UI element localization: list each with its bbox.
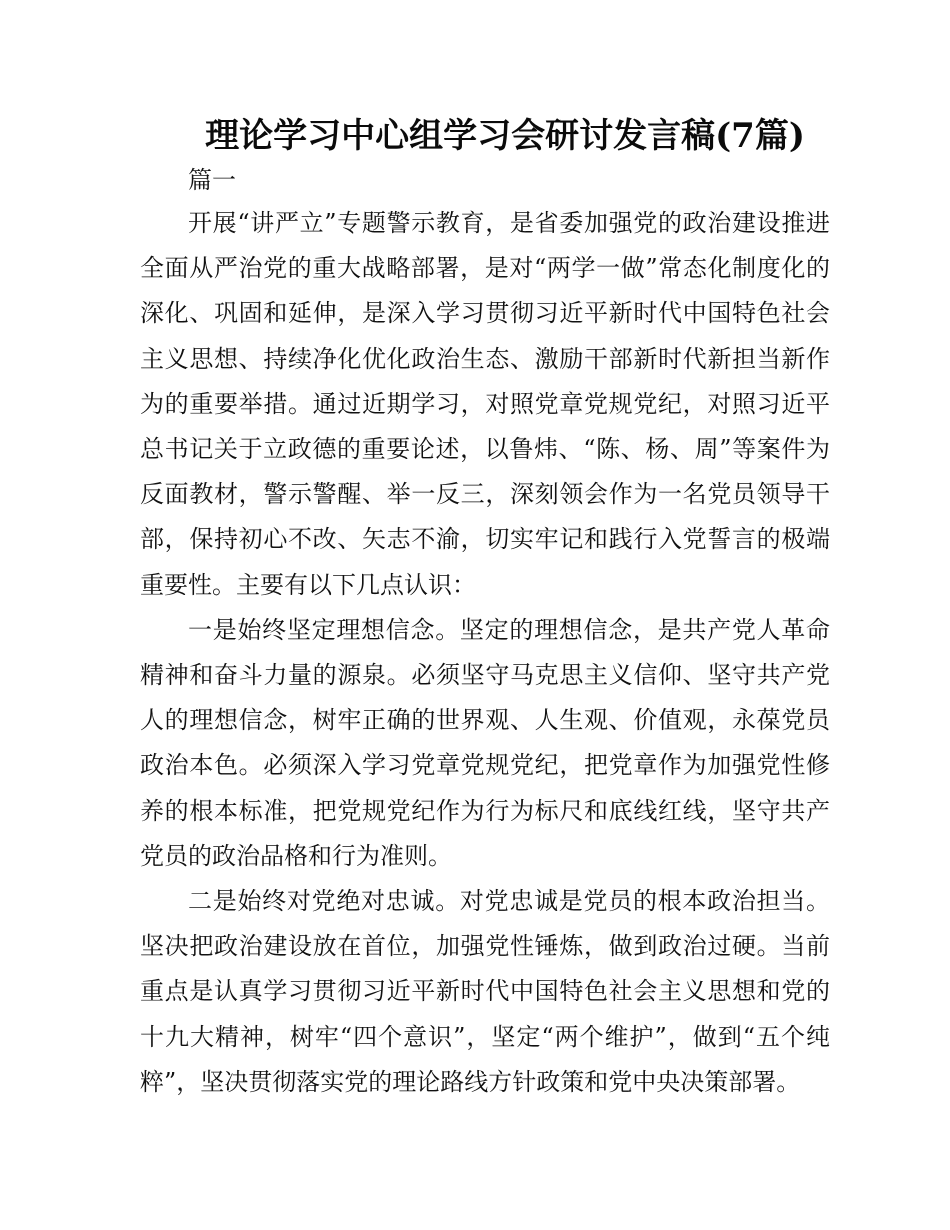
paragraph-intro: 开展“讲严立”专题警示教育，是省委加强党的政治建设推进全面从严治党的重大战略部署，是对“两学一做”常态化制度化的深化、巩固和延伸，是深入学习贯彻习近平新时代中国特色社会主义思想、持续净化优化政治生态、激励干部新时代新担当新作为的重要举措。通过近期学习，对照党章党规党纪，对照习近平总书记关于立政德的重要论述，以鲁炜、“陈、杨、周”等案件为反面教材，警示警醒、举一反三，深刻领会作为一名党员领导干部，保持初心不改、矢志不渝，切实牢记和践行入党誓言的极端重要性。主要有以下几点认识： (140, 209, 830, 599)
document-title: 理论学习中心组学习会研讨发言稿(7篇) (205, 116, 805, 156)
paragraph-point-two: 二是始终对党绝对忠诚。对党忠诚是党员的根本政治担当。坚决把政治建设放在首位，加强党性锤炼，做到政治过硬。当前重点是认真学习贯彻习近平新时代中国特色社会主义思想和党的十九大精神，树牢“四个意识”，坚定“两个维护”，做到“五个纯粹”，坚决贯彻落实党的理论路线方针政策和党中央决策部署。 (140, 887, 830, 1096)
paragraph-point-one: 一是始终坚定理想信念。坚定的理想信念，是共产党人革命精神和奋斗力量的源泉。必须坚守马克思主义信仰、坚守共产党人的理想信念，树牢正确的世界观、人生观、价值观，永葆党员政治本色。必须深入学习党章党规党纪，把党章作为加强党性修养的根本标准，把党规党纪作为行为标尺和底线红线，坚守共产党员的政治品格和行为准则。 (140, 615, 830, 870)
document-body (140, 201, 830, 1105)
section-label: 篇一 (188, 166, 236, 194)
